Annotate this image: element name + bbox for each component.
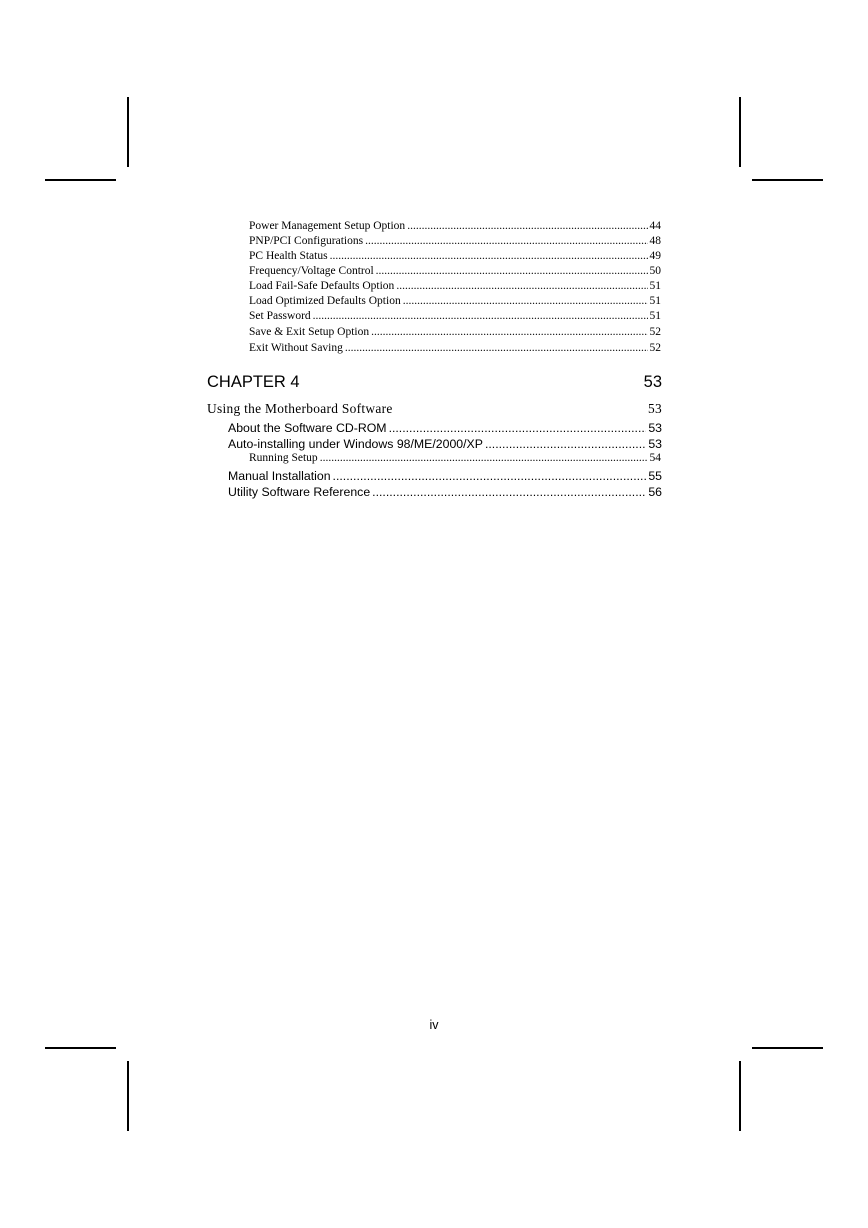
toc-entry-page: 52 — [649, 342, 661, 354]
crop-mark-bottom-right-horizontal — [752, 1047, 823, 1049]
toc-entry[interactable] — [249, 249, 661, 264]
toc-section[interactable] — [228, 420, 662, 436]
dot-leader — [376, 264, 648, 279]
toc-section-page: 55 — [648, 469, 662, 483]
crop-mark-top-left-horizontal — [45, 179, 116, 181]
heading-page: 53 — [648, 401, 662, 416]
toc-entry-page: 54 — [649, 452, 661, 464]
toc-entry-title: Load Optimized Defaults Option — [249, 295, 401, 307]
dot-leader — [485, 436, 646, 452]
toc-entry[interactable] — [249, 219, 661, 234]
toc-entry-page: 49 — [649, 250, 661, 262]
toc-entry[interactable] — [249, 279, 661, 294]
toc-entry-title: Running Setup — [249, 452, 318, 464]
toc-section[interactable] — [228, 436, 662, 452]
crop-mark-top-right-horizontal — [752, 179, 823, 181]
toc-entry-page: 52 — [649, 326, 661, 338]
crop-mark-bottom-right-vertical — [739, 1061, 741, 1131]
crop-mark-top-left-vertical — [127, 97, 129, 167]
toc-section[interactable] — [228, 484, 662, 500]
toc-entry[interactable] — [249, 309, 661, 324]
crop-mark-bottom-left-horizontal — [45, 1047, 116, 1049]
toc-section-title: Manual Installation — [228, 469, 331, 483]
dot-leader — [396, 279, 647, 294]
dot-leader — [320, 451, 648, 466]
dot-leader — [345, 341, 648, 356]
toc-entry-page: 44 — [649, 220, 661, 232]
toc-section-page: 56 — [648, 485, 662, 499]
toc-entry-title: Exit Without Saving — [249, 342, 343, 354]
toc-entry[interactable] — [249, 234, 661, 249]
dot-leader — [313, 309, 648, 324]
toc-section-title: Auto-installing under Windows 98/ME/2000/XP — [228, 437, 483, 451]
dot-leader — [371, 325, 647, 340]
toc-heading[interactable] — [207, 401, 662, 419]
dot-leader — [330, 249, 648, 264]
toc-entry[interactable] — [249, 264, 661, 279]
dot-leader — [333, 468, 647, 484]
toc-entry-title: Save & Exit Setup Option — [249, 326, 370, 338]
dot-leader — [389, 420, 647, 436]
toc-entry-title: PC Health Status — [249, 250, 328, 262]
toc-entry[interactable] — [249, 341, 661, 356]
toc-entry-page: 51 — [649, 295, 661, 307]
chapter-title: CHAPTER 4 — [207, 373, 300, 391]
crop-mark-bottom-left-vertical — [127, 1061, 129, 1131]
toc-entry[interactable] — [249, 451, 661, 466]
page-number: iv — [429, 1018, 439, 1032]
toc-entry[interactable] — [249, 294, 661, 309]
toc-entry[interactable] — [249, 325, 661, 340]
toc-entry-title: Power Management Setup Option — [249, 220, 406, 232]
toc-section[interactable] — [228, 468, 662, 484]
crop-mark-top-right-vertical — [739, 97, 741, 167]
toc-entry-title: Frequency/Voltage Control — [249, 265, 374, 277]
toc-section-page: 53 — [648, 437, 662, 451]
dot-leader — [372, 484, 646, 500]
toc-entry-page: 50 — [649, 265, 661, 277]
dot-leader — [365, 234, 647, 249]
toc-chapter[interactable] — [207, 373, 662, 395]
toc-entry-title: Set Password — [249, 310, 311, 322]
toc-section-title: Utility Software Reference — [228, 485, 371, 499]
toc-section-page: 53 — [648, 421, 662, 435]
chapter-page: 53 — [643, 373, 662, 391]
toc-entry-page: 51 — [649, 310, 661, 322]
dot-leader — [407, 219, 647, 234]
toc-entry-page: 51 — [649, 280, 661, 292]
heading-title: Using the Motherboard Software — [207, 401, 393, 416]
dot-leader — [403, 294, 648, 309]
toc-section-title: About the Software CD-ROM — [228, 421, 387, 435]
toc-entry-page: 48 — [649, 235, 661, 247]
toc-entry-title: Load Fail-Safe Defaults Option — [249, 280, 395, 292]
toc-entry-title: PNP/PCI Configurations — [249, 235, 364, 247]
